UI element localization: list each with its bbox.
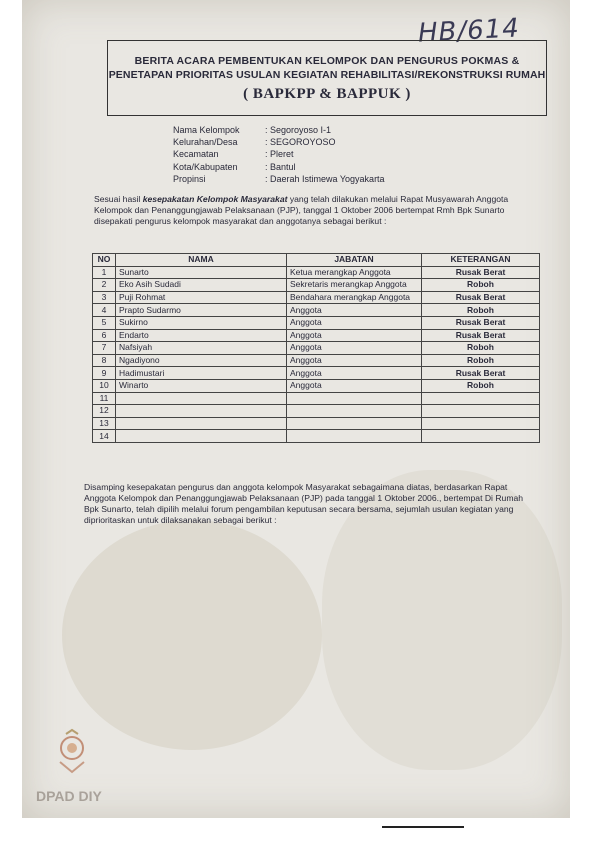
table-row — [93, 279, 540, 292]
cell-keterangan: Rusak Berat — [422, 316, 540, 329]
cell-jabatan: Anggota — [287, 367, 422, 380]
title-line-2: PENETAPAN PRIORITAS USULAN KEGIATAN REHABILITASI/REKONSTRUKSI RUMAH — [108, 69, 546, 81]
cell-jabatan: Anggota — [287, 316, 422, 329]
cell-no: 10 — [93, 379, 116, 392]
table-row — [93, 316, 540, 329]
cell-nama — [116, 405, 287, 418]
title-acronym: ( BAPKPP & BAPPUK ) — [243, 86, 411, 102]
cell-keterangan — [422, 405, 540, 418]
column-header-keterangan: KETERANGAN — [422, 254, 540, 267]
info-value: : Segoroyoso I-1 — [265, 125, 332, 135]
table-row — [93, 367, 540, 380]
cell-nama: Sukirno — [116, 316, 287, 329]
cell-jabatan: Ketua merangkap Anggota — [287, 266, 422, 279]
info-row — [173, 173, 385, 185]
column-header-no: NO — [93, 254, 116, 267]
cell-keterangan: Roboh — [422, 379, 540, 392]
info-label: Kecamatan — [173, 149, 219, 160]
cell-jabatan: Bendahara merangkap Anggota — [287, 291, 422, 304]
info-label: Kelurahan/Desa — [173, 137, 238, 148]
cell-nama: Eko Asih Sudadi — [116, 279, 287, 292]
table-body — [93, 266, 540, 442]
info-row — [173, 124, 385, 136]
info-value: : Daerah Istimewa Yogyakarta — [265, 173, 385, 184]
intro-paragraph — [94, 194, 540, 227]
info-label: Propinsi — [173, 173, 206, 184]
cell-jabatan: Anggota — [287, 354, 422, 367]
info-value: : Pleret — [265, 149, 294, 160]
table-row — [93, 266, 540, 279]
table-row — [93, 304, 540, 317]
info-value: : SEGOROYOSO — [265, 137, 336, 148]
cell-keterangan: Roboh — [422, 354, 540, 367]
closing-paragraph: Disamping kesepakatan pengurus dan anggota kelompok Masyarakat sebagaimana diatas, berdasarkan Rapat Anggota Kelompok dan Penanggungjawab Pelaksanaan (PJP) pada tanggal 1 Oktober 2006., bertempat Di Rumah Bpk Sunarto, telah dipilih melalui forum pengambilan keputusan secara bersama, sejumlah usulan kegiatan yang diprioritaskan untuk dilaksanakan sebagai berikut : — [84, 482, 524, 525]
cell-jabatan: Anggota — [287, 329, 422, 342]
cell-nama — [116, 430, 287, 443]
cell-no: 14 — [93, 430, 116, 443]
cell-keterangan: Rusak Berat — [422, 367, 540, 380]
cell-no: 6 — [93, 329, 116, 342]
cell-keterangan: Roboh — [422, 304, 540, 317]
cell-jabatan: Anggota — [287, 304, 422, 317]
info-label: Nama Kelompok — [173, 125, 240, 135]
table-row — [93, 379, 540, 392]
table-row — [93, 329, 540, 342]
table-row — [93, 291, 540, 304]
cell-no: 1 — [93, 266, 116, 279]
cell-nama: Sunarto — [116, 266, 287, 279]
cell-nama — [116, 392, 287, 405]
cell-keterangan: Rusak Berat — [422, 291, 540, 304]
cell-keterangan — [422, 430, 540, 443]
cell-nama: Winarto — [116, 379, 287, 392]
paper-stain — [62, 520, 322, 750]
table-row — [93, 354, 540, 367]
table-row — [93, 417, 540, 430]
table-row — [93, 342, 540, 355]
cell-nama: Puji Rohmat — [116, 291, 287, 304]
cell-jabatan — [287, 392, 422, 405]
cell-keterangan: Rusak Berat — [422, 266, 540, 279]
cell-no: 2 — [93, 279, 116, 292]
cell-keterangan: Roboh — [422, 279, 540, 292]
cell-no: 3 — [93, 291, 116, 304]
table-row — [93, 430, 540, 443]
cell-jabatan — [287, 430, 422, 443]
info-row — [173, 148, 385, 160]
cell-nama: Ngadiyono — [116, 354, 287, 367]
members-table — [92, 253, 540, 443]
cell-jabatan — [287, 417, 422, 430]
cell-keterangan: Rusak Berat — [422, 329, 540, 342]
cell-no: 8 — [93, 354, 116, 367]
column-header-jabatan: JABATAN — [287, 254, 422, 267]
table-header-row — [93, 254, 540, 267]
info-value: : Bantul — [265, 161, 296, 172]
intro-text: Sesuai hasil — [94, 194, 143, 204]
cell-jabatan — [287, 405, 422, 418]
intro-emphasis: kesepakatan Kelompok Masyarakat — [142, 194, 288, 204]
handwritten-archive-code: HB/614 — [417, 13, 521, 49]
cell-jabatan: Sekretaris merangkap Anggota — [287, 279, 422, 292]
cell-nama: Nafsiyah — [116, 342, 287, 355]
footer-divider — [382, 826, 464, 828]
archive-watermark: DPAD DIY — [36, 788, 102, 804]
info-label: Kota/Kabupaten — [173, 161, 238, 172]
cell-no: 12 — [93, 405, 116, 418]
column-header-nama: NAMA — [116, 254, 287, 267]
title-box — [107, 40, 547, 116]
cell-jabatan: Anggota — [287, 379, 422, 392]
cell-keterangan — [422, 417, 540, 430]
intro-text: yang telah dilakukan melalui Rapat Musyawarah Anggota Kelompok dan Penanggungjawab Pelaksanaan (PJP), tanggal 1 Oktober 2006 bertempat Rmh Bpk Sunarto disepakati pengurus kelompok masyarakat dan anggotanya sebagai berikut : — [94, 194, 509, 226]
cell-no: 9 — [93, 367, 116, 380]
cell-nama — [116, 417, 287, 430]
cell-no: 4 — [93, 304, 116, 317]
cell-nama: Prapto Sudarmo — [116, 304, 287, 317]
cell-no: 11 — [93, 392, 116, 405]
info-row — [173, 136, 385, 148]
cell-no: 7 — [93, 342, 116, 355]
seal-emblem-icon — [52, 728, 92, 776]
cell-jabatan: Anggota — [287, 342, 422, 355]
cell-nama: Endarto — [116, 329, 287, 342]
cell-no: 13 — [93, 417, 116, 430]
cell-nama: Hadimustari — [116, 367, 287, 380]
info-row — [173, 161, 385, 173]
cell-keterangan: Roboh — [422, 342, 540, 355]
title-line-1: BERITA ACARA PEMBENTUKAN KELOMPOK DAN PENGURUS POKMAS & — [134, 55, 520, 67]
group-info — [173, 124, 385, 185]
cell-keterangan — [422, 392, 540, 405]
cell-no: 5 — [93, 316, 116, 329]
table-row — [93, 392, 540, 405]
table-row — [93, 405, 540, 418]
